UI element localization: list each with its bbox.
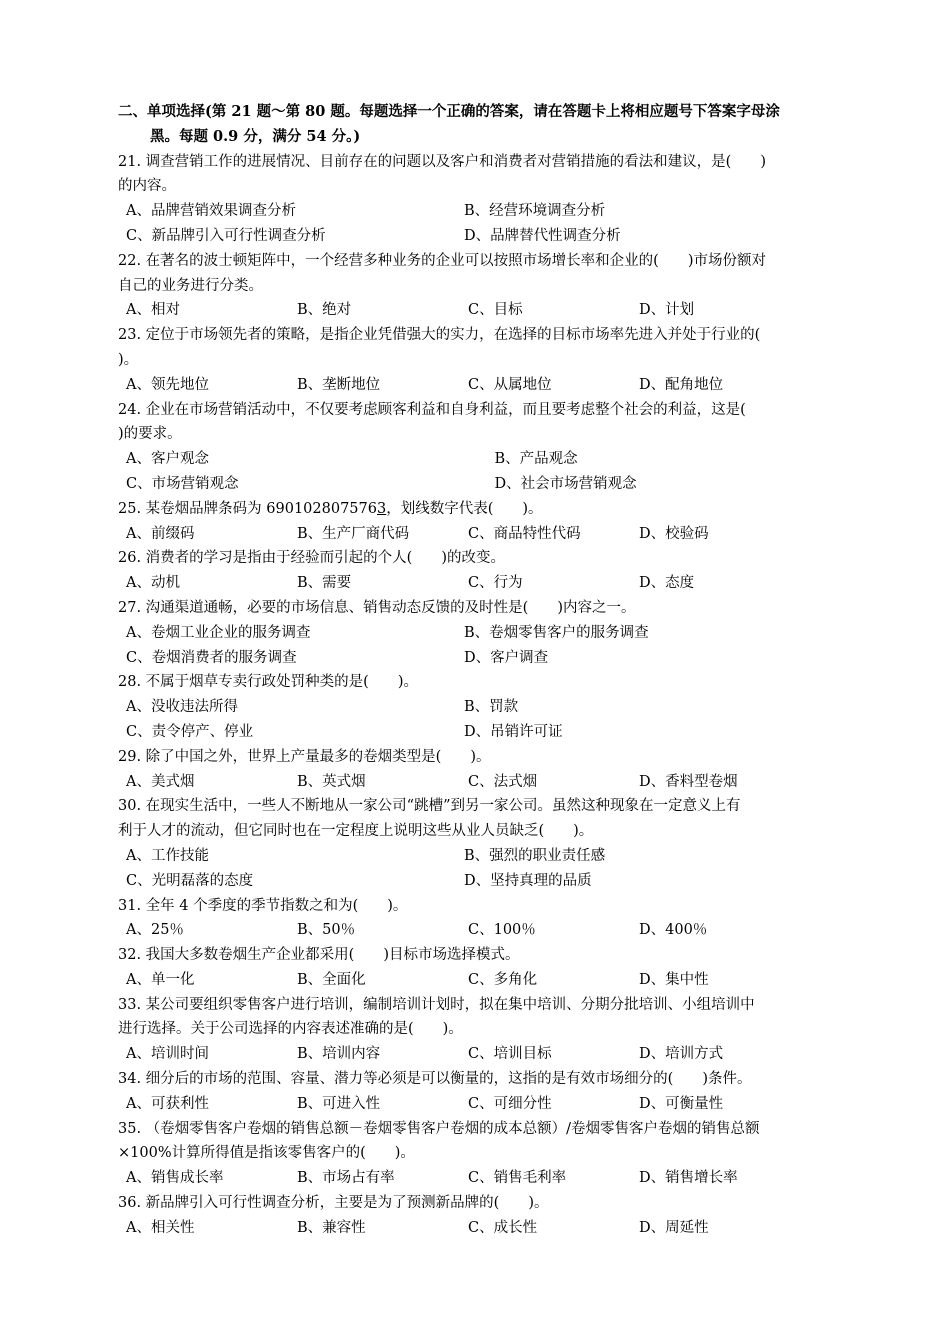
- option-b[interactable]: B、垄断地位: [297, 376, 381, 393]
- option-b[interactable]: B、经营环境调查分析: [464, 203, 606, 220]
- option-d[interactable]: D、客户调查: [464, 649, 549, 666]
- question-29-options: [118, 770, 863, 795]
- option-c[interactable]: C、光明磊落的态度: [126, 872, 254, 889]
- option-a[interactable]: A、美式烟: [126, 773, 195, 790]
- option-d[interactable]: D、计划: [639, 302, 695, 319]
- question-22-stem-cont: 自己的业务进行分类。: [118, 277, 263, 294]
- option-b[interactable]: B、培训内容: [297, 1046, 381, 1063]
- option-b[interactable]: B、罚款: [464, 699, 519, 716]
- option-c[interactable]: C、销售毛利率: [468, 1170, 567, 1187]
- option-b[interactable]: B、产品观念: [494, 451, 578, 468]
- option-c[interactable]: C、从属地位: [468, 376, 552, 393]
- question-27-options-row2: [118, 646, 863, 671]
- option-c[interactable]: C、成长性: [468, 1219, 538, 1236]
- option-d[interactable]: D、培训方式: [639, 1046, 724, 1063]
- question-30-stem: 30. 在现实生活中，一些人不断地从一家公司“跳槽”到另一家公司。虽然这种现象在一定意义上有: [118, 798, 741, 815]
- option-a[interactable]: A、单一化: [126, 971, 195, 988]
- question-25-stem-pre: 25. 某卷烟品牌条码为 690102807576: [118, 500, 377, 517]
- option-d[interactable]: D、销售增长率: [639, 1170, 738, 1187]
- question-32-options: [118, 968, 863, 993]
- question-26-options: [118, 571, 863, 596]
- option-c[interactable]: C、多角化: [468, 971, 538, 988]
- question-21-stem: 21. 调查营销工作的进展情况、目前存在的问题以及客户和消费者对营销措施的看法和建议，是( ): [118, 153, 766, 170]
- question-31-options: [118, 918, 863, 943]
- option-a[interactable]: A、没收违法所得: [126, 699, 238, 716]
- question-22-stem: 22. 在著名的波士顿矩阵中，一个经营多种业务的企业可以按照市场增长率和企业的( )市场份额对: [118, 252, 766, 269]
- question-26-stem: 26. 消费者的学习是指由于经验而引起的个人( )的改变。: [118, 550, 505, 567]
- option-a[interactable]: A、领先地位: [126, 376, 209, 393]
- option-c[interactable]: C、卷烟消费者的服务调查: [126, 649, 297, 666]
- option-b[interactable]: B、50％: [297, 922, 356, 939]
- question-36-options: [118, 1216, 863, 1241]
- option-a[interactable]: A、可获利性: [126, 1095, 209, 1112]
- question-22-options: [118, 298, 863, 323]
- option-c[interactable]: C、100％: [468, 922, 536, 939]
- option-b[interactable]: B、可进入性: [297, 1095, 381, 1112]
- question-35-stem: 35. （卷烟零售客户卷烟的销售总额－卷烟零售客户卷烟的成本总额）/卷烟零售客户卷烟的销售总额: [118, 1120, 760, 1137]
- question-31-stem: 31. 全年 4 个季度的季节指数之和为( )。: [118, 897, 408, 914]
- question-23-options: [118, 373, 863, 398]
- question-33-options: [118, 1042, 863, 1067]
- exam-page: [118, 100, 863, 1241]
- question-34-stem: 34. 细分后的市场的范围、容量、潜力等必须是可以衡量的，这指的是有效市场细分的( )条件。: [118, 1071, 752, 1088]
- option-a[interactable]: A、相对: [126, 302, 180, 319]
- option-d[interactable]: D、香料型卷烟: [639, 773, 738, 790]
- option-b[interactable]: B、市场占有率: [297, 1170, 395, 1187]
- option-d[interactable]: D、校验码: [639, 525, 709, 542]
- option-a[interactable]: A、客户观念: [126, 451, 209, 468]
- option-c[interactable]: C、法式烟: [468, 773, 538, 790]
- option-d[interactable]: D、集中性: [639, 971, 709, 988]
- option-a[interactable]: A、工作技能: [126, 847, 209, 864]
- question-21-options-row2: [118, 224, 863, 249]
- question-36-stem: 36. 新品牌引入可行性调查分析，主要是为了预测新品牌的( )。: [118, 1195, 549, 1212]
- question-23-stem-cont: )。: [118, 351, 139, 368]
- option-d[interactable]: D、可衡量性: [639, 1095, 724, 1112]
- option-b[interactable]: B、卷烟零售客户的服务调查: [464, 624, 649, 641]
- option-c[interactable]: C、目标: [468, 302, 523, 319]
- question-23-stem: 23. 定位于市场领先者的策略，是指企业凭借强大的实力，在选择的目标市场率先进入并处于行业的(: [118, 327, 761, 344]
- option-c[interactable]: C、培训目标: [468, 1046, 552, 1063]
- option-b[interactable]: B、生产厂商代码: [297, 525, 410, 542]
- option-c[interactable]: C、行为: [468, 575, 523, 592]
- option-d[interactable]: D、社会市场营销观念: [494, 475, 637, 492]
- question-21-stem-cont: 的内容。: [118, 178, 176, 195]
- section-heading-cont: 黑。每题 0.9 分，满分 54 分。): [150, 127, 361, 145]
- option-b[interactable]: B、兼容性: [297, 1219, 366, 1236]
- option-d[interactable]: D、坚持真理的品质: [464, 872, 592, 889]
- question-28-stem: 28. 不属于烟草专卖行政处罚种类的是( )。: [118, 674, 418, 691]
- option-b[interactable]: B、英式烟: [297, 773, 366, 790]
- option-a[interactable]: A、培训时间: [126, 1046, 209, 1063]
- option-b[interactable]: B、强烈的职业责任感: [464, 847, 606, 864]
- question-32-stem: 32. 我国大多数卷烟生产企业都采用( )目标市场选择模式。: [118, 947, 520, 964]
- option-c[interactable]: C、商品特性代码: [468, 525, 581, 542]
- question-24-options-row1: [118, 447, 863, 472]
- question-33-stem-cont: 进行选择。关于公司选择的内容表述准确的是( )。: [118, 1021, 463, 1038]
- question-30-stem-cont: 利于人才的流动，但它同时也在一定程度上说明这些从业人员缺乏( )。: [118, 823, 594, 840]
- question-24-stem: 24. 企业在市场营销活动中，不仅要考虑顾客利益和自身利益，而且要考虑整个社会的利益，这是(: [118, 401, 746, 418]
- option-b[interactable]: B、需要: [297, 575, 352, 592]
- option-d[interactable]: D、吊销许可证: [464, 723, 563, 740]
- question-28-options-row2: [118, 720, 863, 745]
- question-25-stem: [118, 497, 863, 522]
- option-b[interactable]: B、全面化: [297, 971, 366, 988]
- question-33-stem: 33. 某公司要组织零售客户进行培训，编制培训计划时，拟在集中培训、分期分批培训、小组培训中: [118, 996, 755, 1013]
- option-a[interactable]: A、动机: [126, 575, 180, 592]
- option-a[interactable]: A、前缀码: [126, 525, 195, 542]
- question-24-options-row2: [118, 472, 863, 497]
- option-c[interactable]: C、市场营销观念: [126, 475, 239, 492]
- question-28-options-row1: [118, 695, 863, 720]
- question-27-stem: 27. 沟通渠道通畅，必要的市场信息、销售动态反馈的及时性是( )内容之一。: [118, 599, 636, 616]
- question-21-options-row1: [118, 199, 863, 224]
- question-30-options-row2: [118, 869, 863, 894]
- option-d[interactable]: D、周延性: [639, 1219, 709, 1236]
- option-a[interactable]: A、25％: [126, 922, 184, 939]
- option-c[interactable]: C、责令停产、停业: [126, 723, 254, 740]
- option-b[interactable]: B、绝对: [297, 302, 352, 319]
- option-a[interactable]: A、销售成长率: [126, 1170, 224, 1187]
- question-34-options: [118, 1092, 863, 1117]
- option-d[interactable]: D、配角地位: [639, 376, 724, 393]
- question-27-options-row1: [118, 621, 863, 646]
- question-35-options: [118, 1166, 863, 1191]
- option-c[interactable]: C、新品牌引入可行性调查分析: [126, 227, 326, 244]
- option-d[interactable]: D、品牌替代性调查分析: [464, 227, 621, 244]
- option-a[interactable]: A、相关性: [126, 1219, 195, 1236]
- underlined-digit: 3: [376, 500, 387, 517]
- question-24-stem-cont: )的要求。: [118, 426, 182, 443]
- option-a[interactable]: A、品牌营销效果调查分析: [126, 203, 296, 220]
- option-d[interactable]: D、态度: [639, 575, 695, 592]
- option-d[interactable]: D、400％: [639, 922, 708, 939]
- option-c[interactable]: C、可细分性: [468, 1095, 552, 1112]
- question-25-options: [118, 522, 863, 547]
- option-a[interactable]: A、卷烟工业企业的服务调查: [126, 624, 311, 641]
- question-35-stem-cont: ×100%计算所得值是指该零售客户的( )。: [118, 1145, 415, 1162]
- question-25-stem-post: ，划线数字代表( )。: [386, 500, 543, 517]
- section-heading: 二、单项选择(第 21 题～第 80 题。每题选择一个正确的答案，请在答题卡上将相应题号下答案字母涂: [118, 103, 780, 120]
- question-30-options-row1: [118, 844, 863, 869]
- question-29-stem: 29. 除了中国之外，世界上产量最多的卷烟类型是( )。: [118, 748, 491, 765]
